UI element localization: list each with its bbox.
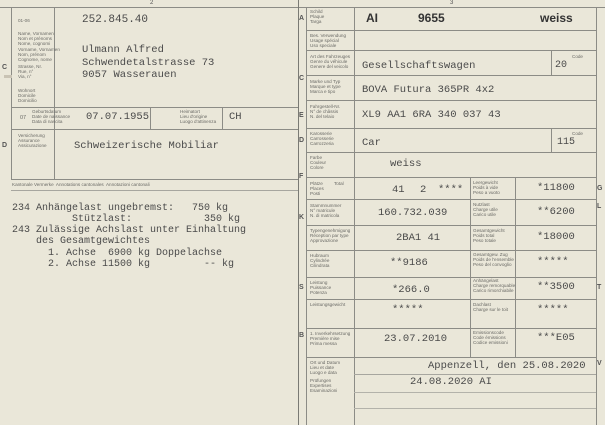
- make-model: BOVA Futura 365PR 4x2: [362, 84, 495, 96]
- origin-value-divider: [222, 107, 223, 129]
- row-letter-f: F: [299, 173, 304, 180]
- exam-line-2: [354, 392, 596, 393]
- remark-line-2: Stützlast: 350 kg: [12, 214, 241, 225]
- row-divider-displacement: [306, 250, 596, 251]
- row-letter-v: V: [597, 360, 602, 367]
- displacement-labels: Hubraum Cylindrée Cilindrata: [310, 253, 330, 268]
- row-divider-make: [306, 75, 596, 76]
- left-label-divider: [54, 7, 55, 179]
- standing-places: ****: [438, 184, 464, 196]
- address-labels: Vorname, Vornamen Nom, prénom Cognome, nome: [18, 47, 60, 62]
- empty-weight-labels: Leergewicht Poids à vide Peso a vuoto: [473, 180, 500, 195]
- address-street: Schwendetalstrasse 73: [82, 57, 215, 69]
- color-labels: Farbe Couleur Colore: [310, 155, 327, 170]
- row-letter-a: A: [299, 15, 305, 22]
- address-city: 9057 Wasserauen: [82, 69, 177, 81]
- row-divider-first-reg: [306, 328, 596, 329]
- row-letter-c: C: [2, 64, 8, 71]
- type-approval-labels: Stammnummer N° matricule N. di matricola: [310, 203, 342, 218]
- row-letter-d2: D: [299, 137, 305, 144]
- power-ratio-label: Leistungsgewicht: [310, 302, 346, 307]
- row-divider-genre: [306, 50, 596, 51]
- row-divider-birth: [11, 107, 298, 108]
- remark-line-5: 1. Achse 6900 kg Doppelachse: [12, 248, 223, 259]
- holder-name: Ulmann Alfred: [82, 44, 164, 56]
- body-code-divider: [551, 128, 552, 152]
- plate-number: 9655: [418, 11, 445, 25]
- insurance-labels: Versicherung Assurance Assicurazione: [18, 133, 47, 148]
- plate-color: weiss: [540, 11, 573, 25]
- train-weight-labels: Gesamtgew. Zug Poids de l'ensemble Peso del convoglio: [473, 252, 514, 267]
- row-divider-remarks: [11, 179, 298, 180]
- power-labels: Leistung Puissance Potenza: [310, 280, 332, 295]
- row-divider-use: [306, 30, 596, 31]
- exam-date: 24.08.2020 AI: [410, 376, 492, 388]
- vehicle-color: weiss: [390, 158, 422, 170]
- power: *266.0: [392, 284, 430, 296]
- body-type: Car: [362, 137, 381, 149]
- first-reg-labels: 1. Inverkehrsetzung Première mise Prima messa: [310, 331, 351, 346]
- row-divider-seats: [306, 177, 596, 178]
- plate-canton: AI: [366, 11, 378, 25]
- right-label-divider: [354, 7, 355, 425]
- vehicle-type: Gesellschaftswagen: [362, 60, 476, 72]
- row-letter-c2: C: [299, 75, 305, 82]
- field-number: 01-06: [18, 18, 30, 23]
- row-letter-d: D: [2, 142, 8, 149]
- roof-load-labels: Dachlast Charge sur le toit: [473, 302, 508, 312]
- document-number: 252.845.40: [82, 14, 149, 26]
- row-divider-color: [306, 152, 596, 153]
- payload: **6200: [537, 206, 575, 218]
- body-code: 115: [557, 137, 576, 148]
- remark-line-4: des Gesamtgewichtes: [12, 236, 151, 247]
- row-letter-t: T: [597, 284, 602, 291]
- remarks-header-line: [11, 190, 298, 191]
- remark-line-6: 2. Achse 11500 kg -- kg: [12, 259, 235, 270]
- first-registration-date: 23.07.2010: [384, 333, 448, 345]
- insurer-name: Schweizerische Mobiliar: [74, 140, 219, 152]
- type-approval-number: 160.732.039: [378, 207, 448, 219]
- row-letter-s: S: [299, 284, 304, 291]
- row-divider-vin: [306, 100, 596, 101]
- place-labels: Ort und Datum Lieu et date Luogo e data: [310, 360, 341, 375]
- empty-weight: *11800: [537, 182, 575, 194]
- left-margin-line: [11, 7, 12, 179]
- origin-labels: Heimatort Lieu d'origine Luogo d'attinenza: [180, 109, 217, 124]
- displacement: **9186: [390, 257, 428, 269]
- type-code-divider: [551, 50, 552, 75]
- city-labels: Strasse, Nr. Rue, n° Via, n°: [18, 64, 42, 79]
- row-letter-g: G: [597, 185, 603, 192]
- right-value-divider: [515, 177, 516, 357]
- payload-labels: Nutzlast Charge utile Carico utile: [473, 202, 498, 217]
- birth-date: 07.07.1955: [86, 111, 150, 123]
- use-labels: Bes. Verwendung Usage spécial Uso speciale: [310, 33, 347, 48]
- row-divider-matricule: [306, 199, 596, 200]
- trailer-labels: Anhängelast Charge remorquable Carico rimorchiabile: [473, 278, 516, 293]
- row-divider-power: [306, 277, 596, 278]
- seats-total-label: Total: [334, 181, 344, 186]
- remarks-header: Kantonale Vermerke Annotations cantonales Annotazioni cantonali: [12, 182, 150, 187]
- genre-labels: Art des Fahrzeuges Genre du véhicule Genere del veicolo: [310, 54, 351, 69]
- seats-b: 2: [420, 184, 427, 196]
- domicile-labels: Wohnort Domicile Domicilio: [18, 88, 37, 103]
- body-labels: Karosserie Carrosserie Carrozzeria: [310, 131, 334, 146]
- make-labels: Marke und Typ Marque et type Marca e tipo: [310, 79, 341, 94]
- exam-labels: Prüfungen Expertises Esaminazioni: [310, 378, 338, 393]
- row-divider-insurance: [11, 129, 298, 130]
- type-code: 20: [555, 60, 568, 71]
- remark-line-1: 234 Anhängelast ungebremst: 750 kg: [12, 203, 229, 214]
- row-divider-exam: [354, 374, 596, 375]
- right-page-left-border: [306, 7, 307, 425]
- power-ratio: *****: [392, 304, 424, 316]
- approval-number: 2BA1 41: [396, 232, 441, 244]
- body-code-label: Code: [572, 131, 583, 136]
- row-divider-body: [306, 128, 596, 129]
- right-mid-divider: [470, 177, 471, 357]
- row-letter-k: K: [299, 214, 305, 221]
- seats-a: 41: [392, 184, 405, 196]
- row-divider-ratio: [306, 299, 596, 300]
- row-divider-place: [306, 357, 596, 358]
- margin-mark: [4, 75, 12, 78]
- holder-labels: Name, Vornamen Nom et prénoms Nome, cognomi: [18, 31, 54, 46]
- birth-labels: Geburtsdatum Date de naissance Data di nascita: [32, 109, 71, 124]
- birth-number: 07: [20, 115, 27, 121]
- center-fold: [298, 0, 299, 425]
- trailer-load: **3500: [537, 281, 575, 293]
- row-letter-b: B: [299, 332, 305, 339]
- column-number-3: 3: [450, 0, 454, 6]
- approval-labels: Typengenehmigung Réception par type Approvazione: [310, 228, 351, 243]
- seats-labels: Plätze Places Posti: [310, 181, 324, 196]
- row-letter-l: L: [597, 203, 602, 210]
- vin-labels: Fahrgestell-Nr. N° de châssis N. del telaio: [310, 104, 341, 119]
- column-number-2: 2: [150, 0, 154, 6]
- exam-line-3: [354, 408, 596, 409]
- origin-value: CH: [229, 111, 242, 123]
- top-border: [0, 7, 605, 8]
- total-weight-labels: Gesamtgewicht Poids total Peso totale: [473, 228, 505, 243]
- birth-origin-divider: [150, 107, 151, 129]
- type-code-label: Code: [572, 54, 583, 59]
- emission-labels: Emissionscode Code émissions Codice emissioni: [473, 330, 508, 345]
- roof-load: *****: [537, 304, 569, 316]
- row-letter-e: E: [299, 112, 304, 119]
- total-weight: *18000: [537, 231, 575, 243]
- emission-code: ***E05: [537, 332, 575, 344]
- vin-number: XL9 AA1 6RA 340 037 43: [362, 109, 501, 121]
- place-date: Appenzell, den 25.08.2020: [428, 360, 586, 372]
- remark-line-3: 243 Zulässige Achslast unter Einhaltung: [12, 225, 247, 236]
- plate-labels: Schild Plaque Targa: [310, 9, 325, 24]
- train-weight: *****: [537, 256, 569, 268]
- row-divider-approval: [306, 225, 596, 226]
